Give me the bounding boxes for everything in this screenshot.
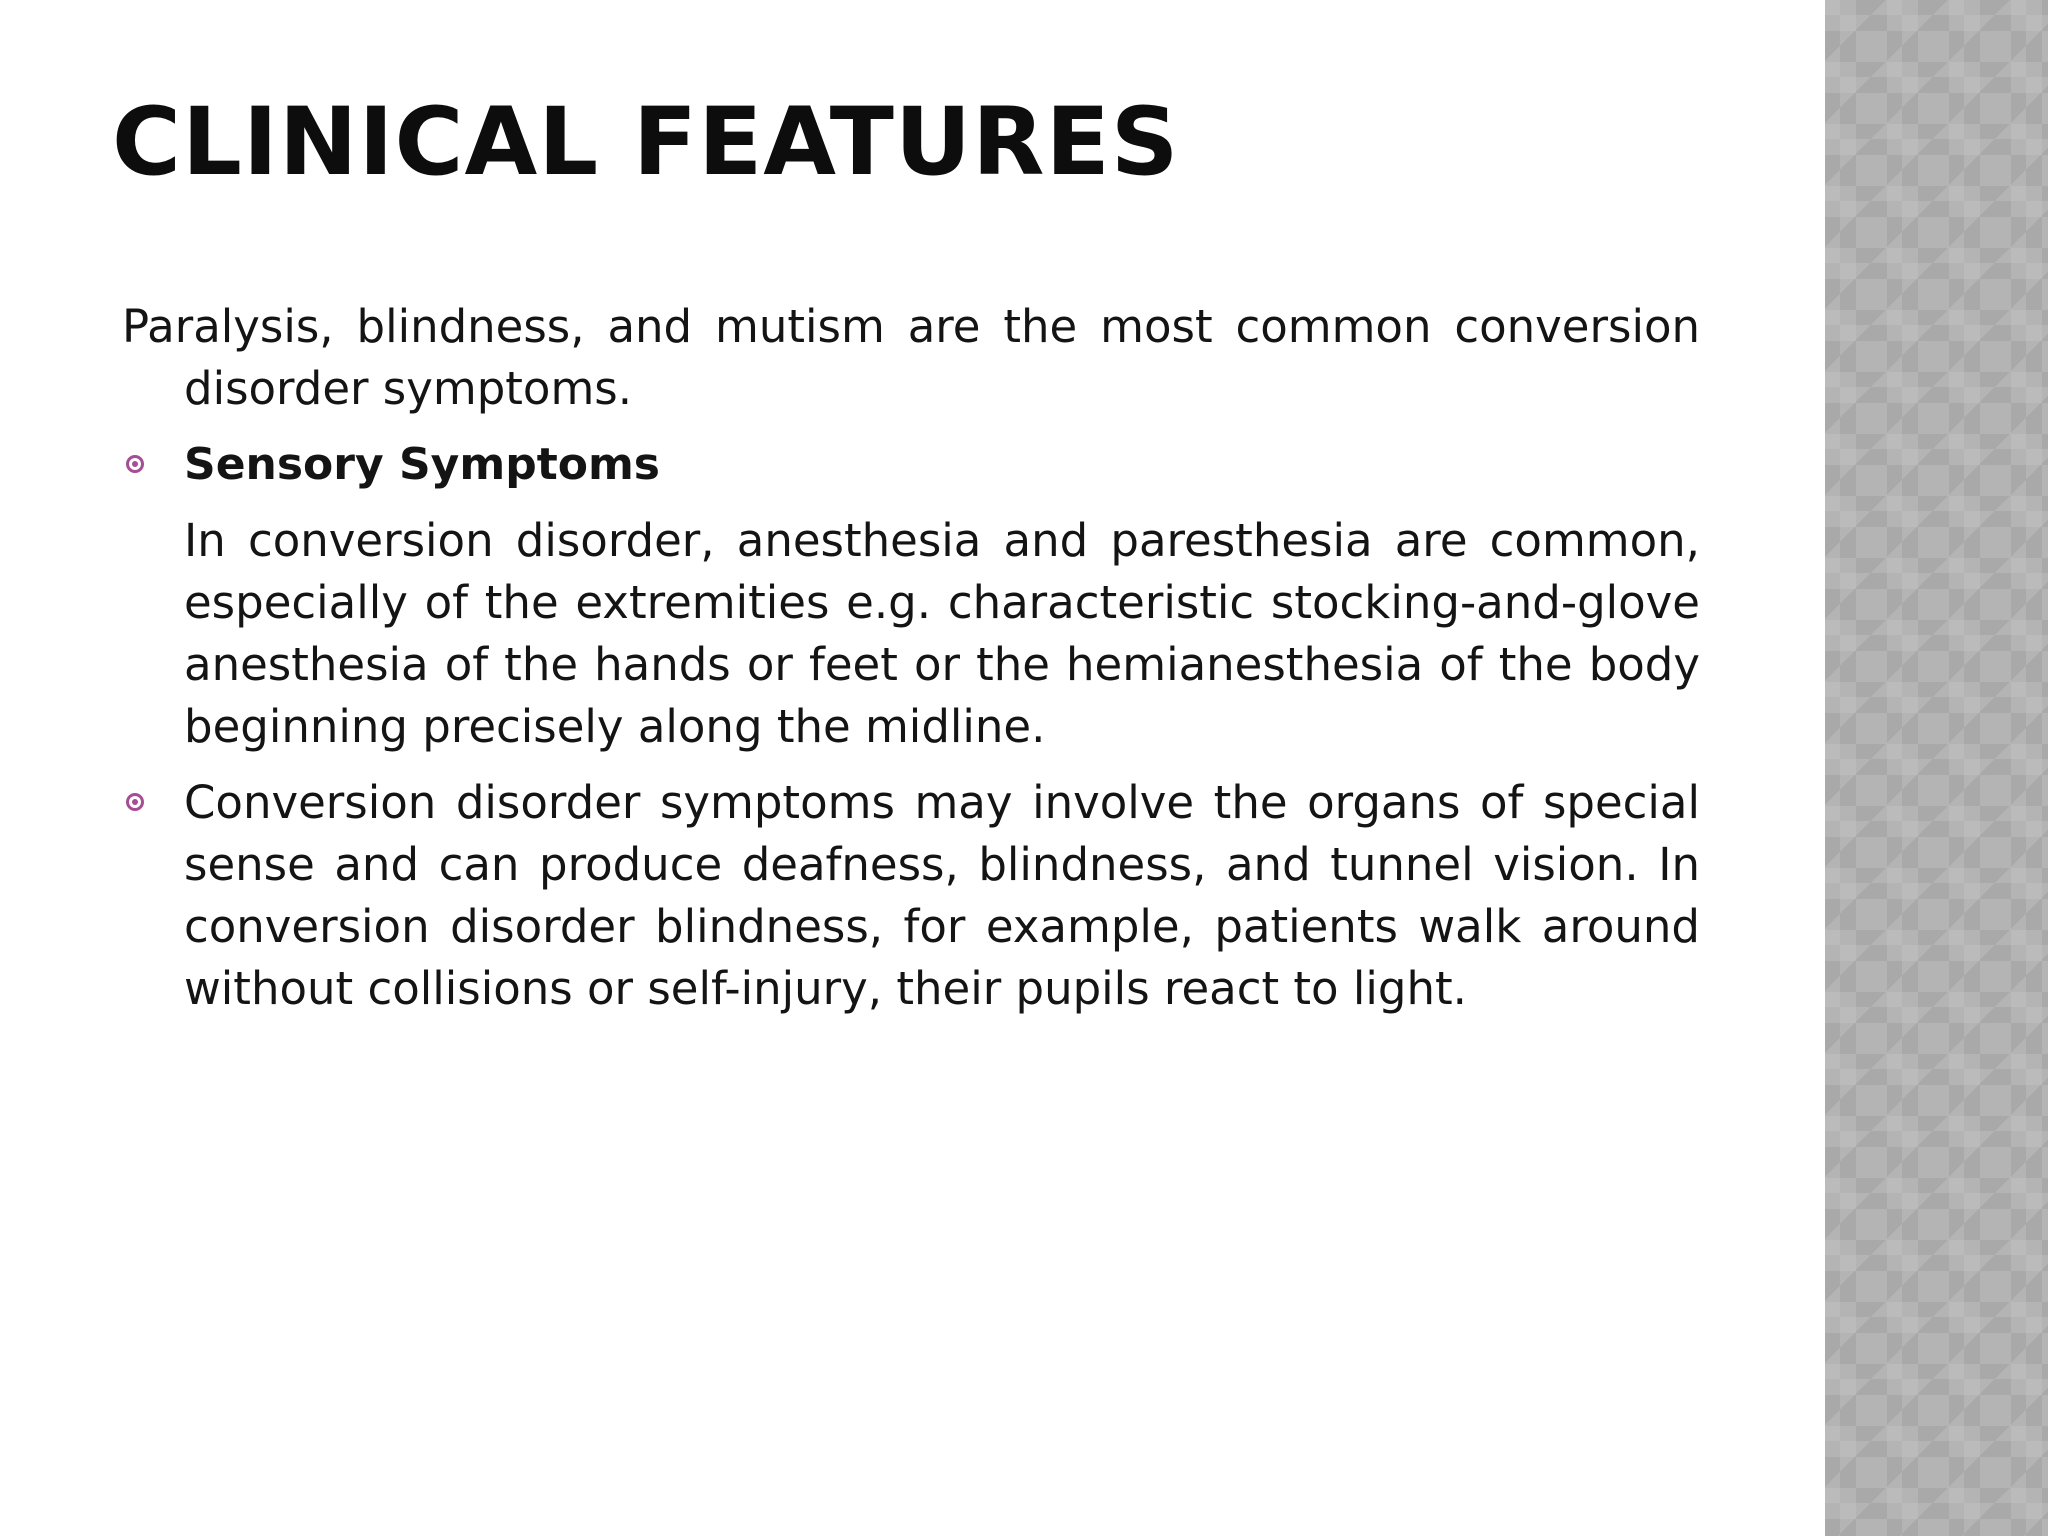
intro-paragraph: Paralysis, blindness, and mutism are the most common conversion disorder symptoms. xyxy=(122,300,1700,415)
sensory-symptoms-paragraph: In conversion disorder, anesthesia and paresthesia are common, especially of the extremities e.g. characteristic stocking-and-glove anesthesia of the hands or feet or the hemianesthesia of the body beginning precisely along the midline. xyxy=(184,514,1700,753)
slide-title: CLINICAL FEATURES xyxy=(112,88,1180,197)
slide-body xyxy=(122,296,1700,1034)
decorative-side-panel xyxy=(1825,0,2048,1536)
circled-dot-bullet-icon xyxy=(126,793,144,811)
bullet-item-sensory-symptoms xyxy=(122,434,1700,496)
bullet-heading: Sensory Symptoms xyxy=(184,439,660,490)
special-sense-paragraph: Conversion disorder symptoms may involve the organs of special sense and can produce deafness, blindness, and tunnel vision. In conversion disorder blindness, for example, patients walk around without collisions or self-injury, their pupils react to light. xyxy=(184,776,1700,1015)
circled-dot-bullet-icon xyxy=(126,455,144,473)
bullet-item-special-sense xyxy=(122,772,1700,1020)
